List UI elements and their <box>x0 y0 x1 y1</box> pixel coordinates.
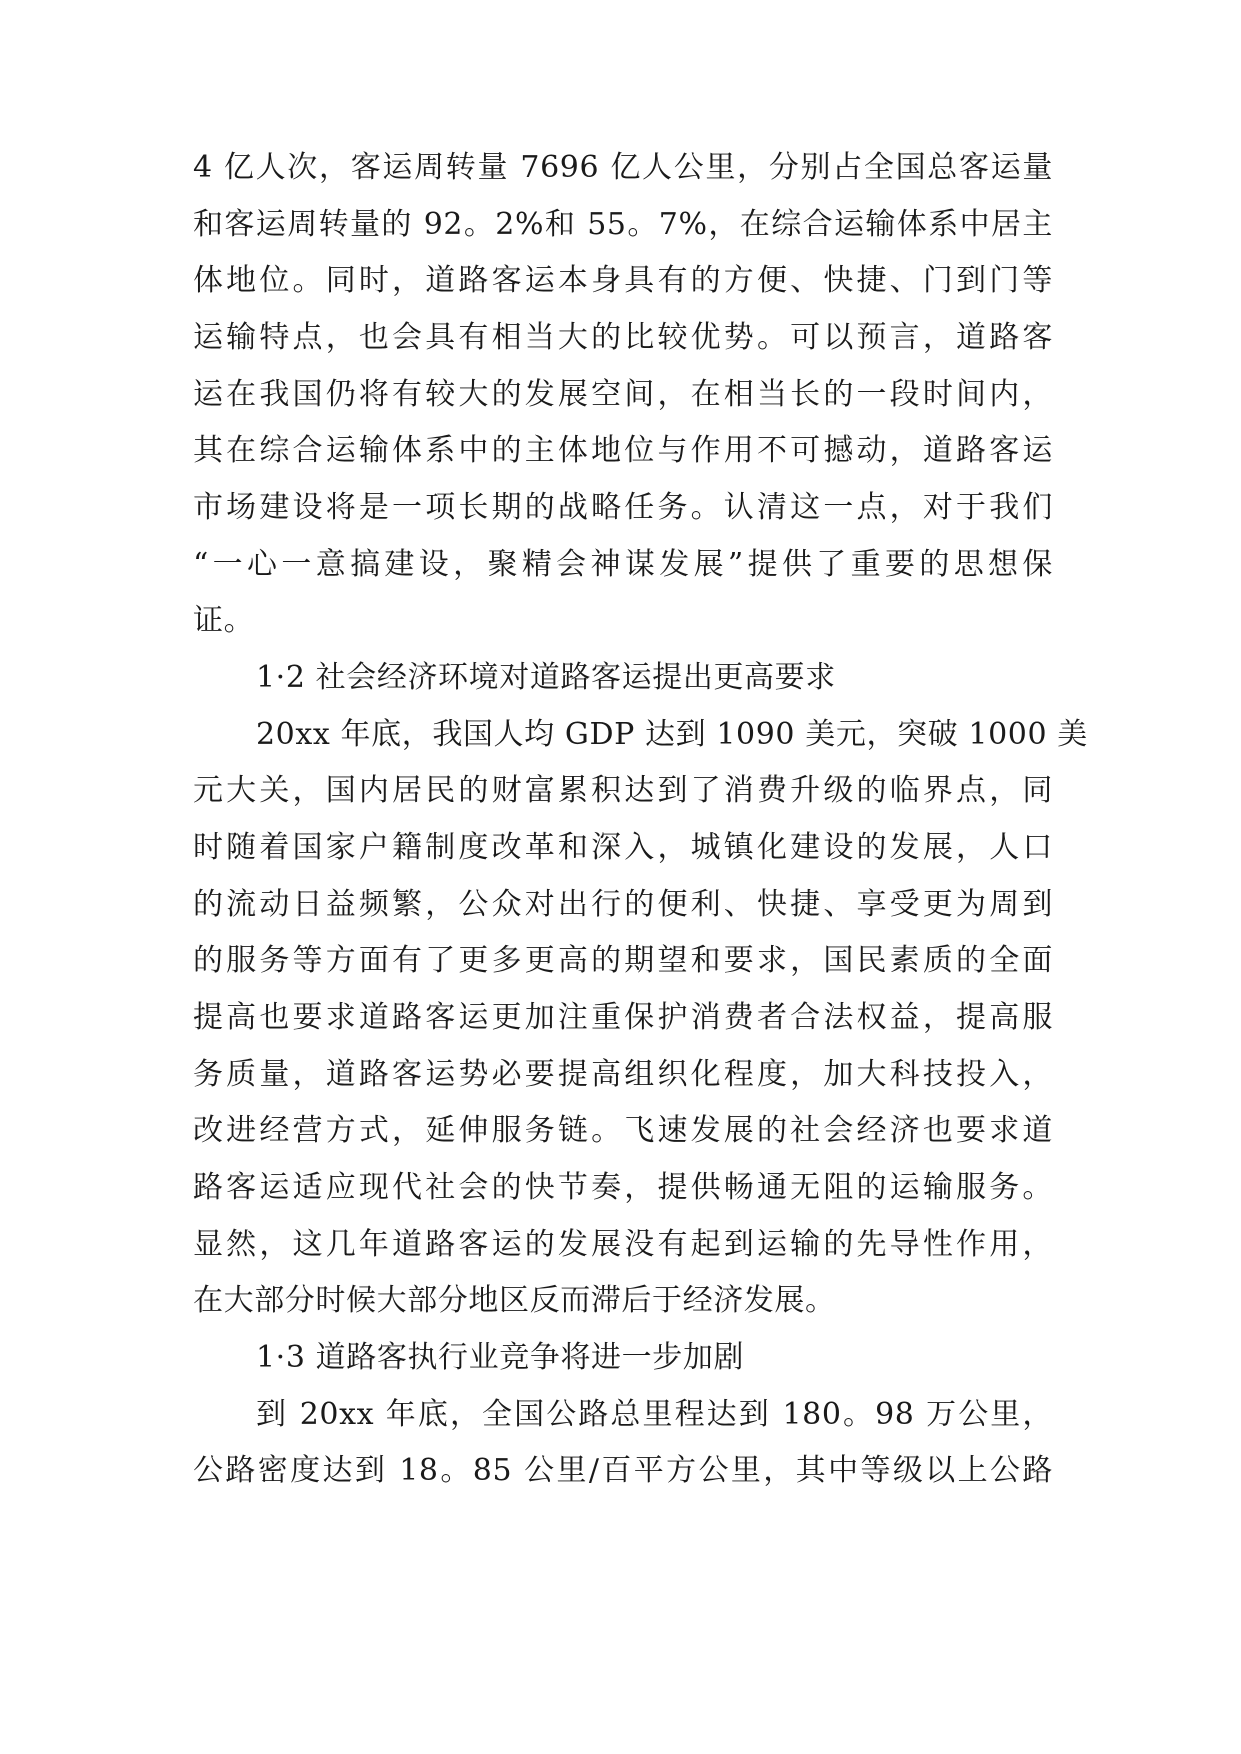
text-line: 路客运适应现代社会的快节奏，提供畅通无阻的运输服务。 <box>193 1170 1053 1205</box>
text-line: 的服务等方面有了更多更高的期望和要求，国民素质的全面 <box>193 943 1053 978</box>
text-line: 运在我国仍将有较大的发展空间，在相当长的一段时间内， <box>193 377 1053 412</box>
text-line: “一心一意搞建设，聚精会神谋发展”提供了重要的思想保 <box>193 547 1053 582</box>
text-line: 提高也要求道路客运更加注重保护消费者合法权益，提高服 <box>193 1000 1053 1035</box>
text-line: 20xx 年底，我国人均 GDP 达到 1090 美元，突破 1000 美 <box>256 717 1088 752</box>
text-line: 务质量，道路客运势必要提高组织化程度，加大科技投入， <box>193 1057 1053 1092</box>
heading-line: 1·3 道路客执行业竞争将进一步加剧 <box>256 1340 745 1375</box>
text-line: 在大部分时候大部分地区反而滞后于经济发展。 <box>193 1283 836 1318</box>
text-line: 证。 <box>193 603 255 638</box>
text-line: 其在综合运输体系中的主体地位与作用不可撼动，道路客运 <box>193 433 1053 468</box>
text-line: 4 亿人次，客运周转量 7696 亿人公里，分别占全国总客运量 <box>193 150 1053 185</box>
text-line: 改进经营方式，延伸服务链。飞速发展的社会经济也要求道 <box>193 1113 1053 1148</box>
text-line: 的流动日益频繁，公众对出行的便利、快捷、享受更为周到 <box>193 887 1053 922</box>
text-line: 和客运周转量的 92。2%和 55。7%，在综合运输体系中居主 <box>193 207 1053 242</box>
text-line: 公路密度达到 18。85 公里/百平方公里，其中等级以上公路 <box>193 1453 1053 1488</box>
text-line: 体地位。同时，道路客运本身具有的方便、快捷、门到门等 <box>193 263 1053 298</box>
text-line: 元大关，国内居民的财富累积达到了消费升级的临界点，同 <box>193 773 1053 808</box>
text-line: 时随着国家户籍制度改革和深入，城镇化建设的发展，人口 <box>193 830 1053 865</box>
text-line: 运输特点，也会具有相当大的比较优势。可以预言，道路客 <box>193 320 1053 355</box>
heading-line: 1·2 社会经济环境对道路客运提出更高要求 <box>256 660 836 695</box>
text-line: 到 20xx 年底，全国公路总里程达到 180。98 万公里， <box>256 1397 1053 1432</box>
text-line: 市场建设将是一项长期的战略任务。认清这一点，对于我们 <box>193 490 1053 525</box>
text-line: 显然，这几年道路客运的发展没有起到运输的先导性作用， <box>193 1227 1053 1262</box>
